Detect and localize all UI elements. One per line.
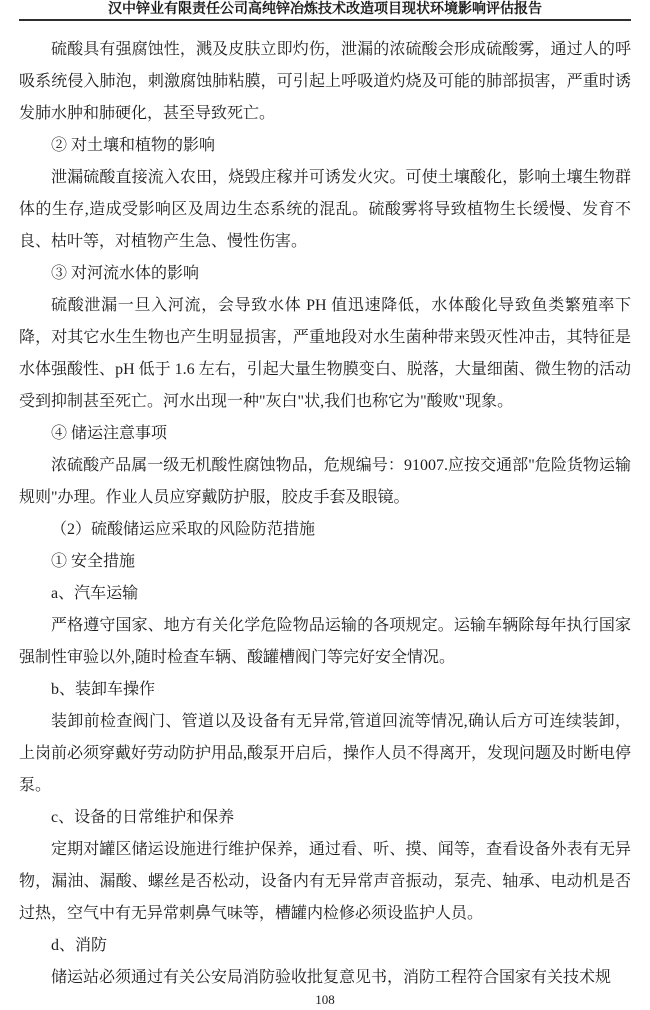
paragraph: 硫酸具有强腐蚀性，溅及皮肤立即灼伤，泄漏的浓硫酸会形成硫酸雾，通过人的呼吸系统侵入肺泡，刺激腐蚀肺粘膜，可引起上呼吸道灼烧及可能的肺部损害，严重时诱发肺水肿和肺硬化，甚至导致死亡。 — [19, 41, 631, 122]
page-number: 108 — [315, 992, 335, 1007]
section-heading: ④ 储运注意事项 — [51, 425, 168, 442]
document-body — [19, 21, 631, 994]
section-heading: （2）硫酸储运应采取的风险防范措施 — [51, 521, 316, 538]
paragraph: 定期对罐区储运设施进行维护保养，通过看、听、摸、闻等，查看设备外表有无异物，漏油、漏酸、螺丝是否松动，设备内有无异常声音振动，泵壳、轴承、电动机是否过热，空气中有无异常刺鼻气味等，槽罐内检修必须设监护人员。 — [19, 841, 631, 922]
paragraph: 装卸前检查阀门、管道以及设备有无异常,管道回流等情况,确认后方可连续装卸，上岗前必须穿戴好劳动防护用品,酸泵开启后，操作人员不得离开，发现问题及时断电停泵。 — [19, 713, 632, 794]
paragraph: 严格遵守国家、地方有关化学危险物品运输的各项规定。运输车辆除每年执行国家强制性审验以外,随时检查车辆、酸罐槽阀门等完好安全情况。 — [19, 617, 631, 666]
section-heading: ② 对土壤和植物的影响 — [51, 137, 216, 154]
section-heading: c、设备的日常维护和保养 — [51, 809, 235, 826]
page-header — [0, 0, 650, 21]
page-footer — [0, 992, 650, 1007]
paragraph: 泄漏硫酸直接流入农田，烧毁庄稼并可诱发火灾。可使土壤酸化，影响土壤生物群体的生存,造成受影响区及周边生态系统的混乱。硫酸雾将导致植物生长缓慢、发育不良、枯叶等，对植物产生急、慢性伤害。 — [19, 169, 631, 250]
section-heading: ③ 对河流水体的影响 — [51, 265, 200, 282]
paragraph: 浓硫酸产品属一级无机酸性腐蚀物品，危规编号：91007.应按交通部"危险货物运输规则"办理。作业人员应穿戴防护服，胶皮手套及眼镜。 — [19, 457, 631, 506]
paragraph: 硫酸泄漏一旦入河流，会导致水体 PH 值迅速降低，水体酸化导致鱼类繁殖率下降，对其它水生生物也产生明显损害，严重地段对水生菌种带来毁灭性冲击，其特征是水体强酸性、pH 低于 1.6 左右，引起大量生物膜变白、脱落，大量细菌、微生物的活动受到抑制甚至死亡。河水出现一种"灰白"状,我们也称它为"酸败"现象。 — [19, 297, 631, 410]
paragraph: 储运站必须通过有关公安局消防验收批复意见书，消防工程符合国家有关技术规 — [51, 969, 612, 986]
section-heading: a、汽车运输 — [51, 585, 139, 602]
header-title: 汉中锌业有限责任公司高纯锌冶炼技术改造项目现状环境影响评估报告 — [108, 2, 542, 17]
section-heading: d、消防 — [51, 937, 108, 954]
section-heading: ① 安全措施 — [51, 553, 136, 570]
section-heading: b、装卸车操作 — [51, 681, 156, 698]
